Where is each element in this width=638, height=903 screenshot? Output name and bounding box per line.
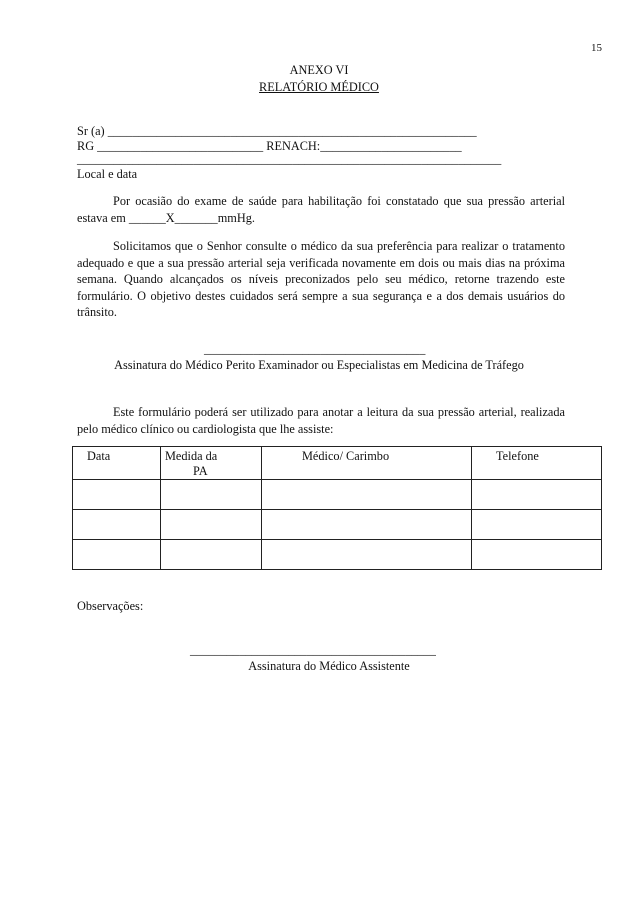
cell-data[interactable] bbox=[73, 510, 161, 540]
form-usage-paragraph: Este formulário poderá ser utilizado para anotar a leitura da sua pressão arterial, realizada pelo médico clínico ou cardiologista que lhe assiste: bbox=[77, 405, 565, 436]
header-data: Data bbox=[73, 447, 161, 480]
cell-medico-carimbo[interactable] bbox=[262, 540, 472, 570]
rg-renach-field-line: RG ___________________________ RENACH:_______________________ bbox=[77, 139, 462, 153]
blood-pressure-table bbox=[72, 446, 602, 570]
header-medida-pa-line1: Medida da bbox=[165, 449, 218, 463]
pressure-paragraph: Por ocasião do exame de saúde para habilitação foi constatado que sua pressão arterial estava em ______X_______mmHg. bbox=[77, 194, 565, 225]
signature-label-assistant: Assinatura do Médico Assistente bbox=[248, 659, 410, 673]
signature-line-assistant: ________________________________________ bbox=[190, 643, 436, 657]
cell-medida-pa[interactable] bbox=[161, 480, 262, 510]
cell-medida-pa[interactable] bbox=[161, 510, 262, 540]
recommendation-paragraph: Solicitamos que o Senhor consulte o médico da sua preferência para realizar o tratamento adequado e que a sua pressão arterial seja verificada novamente em dois ou mais dias na próxima semana. Quando alcançados os níveis preconizados pelo seu médico, retorne trazendo este formulário. O objetivo destes cuidados será sempre a sua segurança e a dos demais usuários do trânsito. bbox=[77, 239, 565, 319]
cell-telefone[interactable] bbox=[472, 540, 602, 570]
cell-medico-carimbo[interactable] bbox=[262, 510, 472, 540]
local-data-label: Local e data bbox=[77, 167, 138, 181]
table-header-row bbox=[73, 447, 602, 480]
header-medida-pa-line2: PA bbox=[193, 464, 208, 478]
observacoes-label: Observações: bbox=[77, 599, 144, 613]
page-number: 15 bbox=[591, 42, 602, 54]
cell-data[interactable] bbox=[73, 480, 161, 510]
header-medico-carimbo: Médico/ Carimbo bbox=[262, 447, 472, 480]
annex-title: ANEXO VI bbox=[289, 63, 349, 77]
cell-telefone[interactable] bbox=[472, 510, 602, 540]
header-medida-pa bbox=[161, 447, 262, 480]
report-title: RELATÓRIO MÉDICO bbox=[259, 80, 379, 94]
sr-field-line: Sr (a) ____________________________________________________________ bbox=[77, 124, 477, 138]
blank-field-line: _____________________________________________________________________ bbox=[77, 152, 502, 166]
table-row bbox=[73, 540, 602, 570]
signature-line-examiner: ____________________________________ bbox=[204, 342, 426, 356]
cell-telefone[interactable] bbox=[472, 480, 602, 510]
cell-medida-pa[interactable] bbox=[161, 540, 262, 570]
table-row bbox=[73, 480, 602, 510]
header-telefone: Telefone bbox=[472, 447, 602, 480]
cell-data[interactable] bbox=[73, 540, 161, 570]
signature-label-examiner: Assinatura do Médico Perito Examinador ou Especialistas em Medicina de Tráfego bbox=[114, 358, 524, 372]
cell-medico-carimbo[interactable] bbox=[262, 480, 472, 510]
table-row bbox=[73, 510, 602, 540]
